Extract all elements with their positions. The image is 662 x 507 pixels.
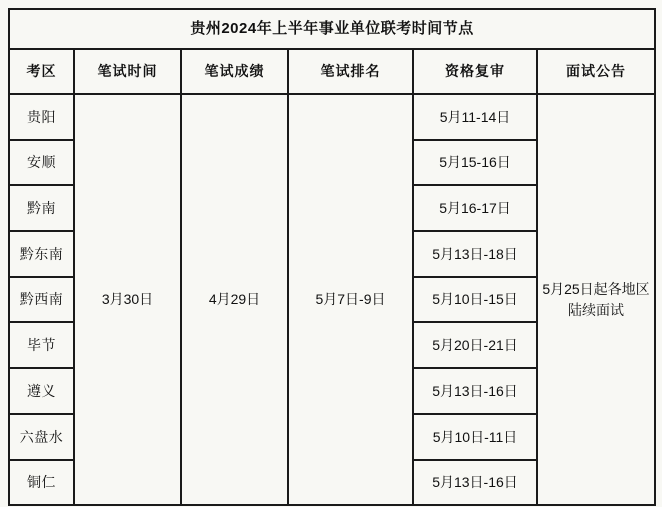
- region-cell: 黔南: [9, 185, 74, 231]
- review-cell: 5月10日-15日: [413, 277, 537, 323]
- written-exam-score-cell: 4月29日: [181, 94, 288, 505]
- col-header-region: 考区: [9, 49, 74, 94]
- region-cell: 六盘水: [9, 414, 74, 460]
- review-cell: 5月13日-18日: [413, 231, 537, 277]
- region-cell: 遵义: [9, 368, 74, 414]
- region-cell: 黔西南: [9, 277, 74, 323]
- review-cell: 5月10日-11日: [413, 414, 537, 460]
- review-cell: 5月15-16日: [413, 140, 537, 186]
- table-row: [9, 94, 655, 140]
- col-header-interview-notice: 面试公告: [537, 49, 655, 94]
- interview-notice-cell: 5月25日起各地区陆续面试: [537, 94, 655, 505]
- region-cell: 铜仁: [9, 460, 74, 506]
- col-header-written-exam-time: 笔试时间: [74, 49, 181, 94]
- title-row: [9, 9, 655, 49]
- review-cell: 5月11-14日: [413, 94, 537, 140]
- exam-schedule-table: [8, 8, 656, 506]
- table-title: 贵州2024年上半年事业单位联考时间节点: [9, 9, 655, 49]
- review-cell: 5月13日-16日: [413, 460, 537, 506]
- written-exam-rank-cell: 5月7日-9日: [288, 94, 413, 505]
- header-row: [9, 49, 655, 94]
- review-cell: 5月16-17日: [413, 185, 537, 231]
- region-cell: 贵阳: [9, 94, 74, 140]
- region-cell: 毕节: [9, 322, 74, 368]
- region-cell: 黔东南: [9, 231, 74, 277]
- written-exam-time-cell: 3月30日: [74, 94, 181, 505]
- col-header-written-exam-rank: 笔试排名: [288, 49, 413, 94]
- review-cell: 5月13日-16日: [413, 368, 537, 414]
- review-cell: 5月20日-21日: [413, 322, 537, 368]
- col-header-written-exam-score: 笔试成绩: [181, 49, 288, 94]
- region-cell: 安顺: [9, 140, 74, 186]
- col-header-qualification-review: 资格复审: [413, 49, 537, 94]
